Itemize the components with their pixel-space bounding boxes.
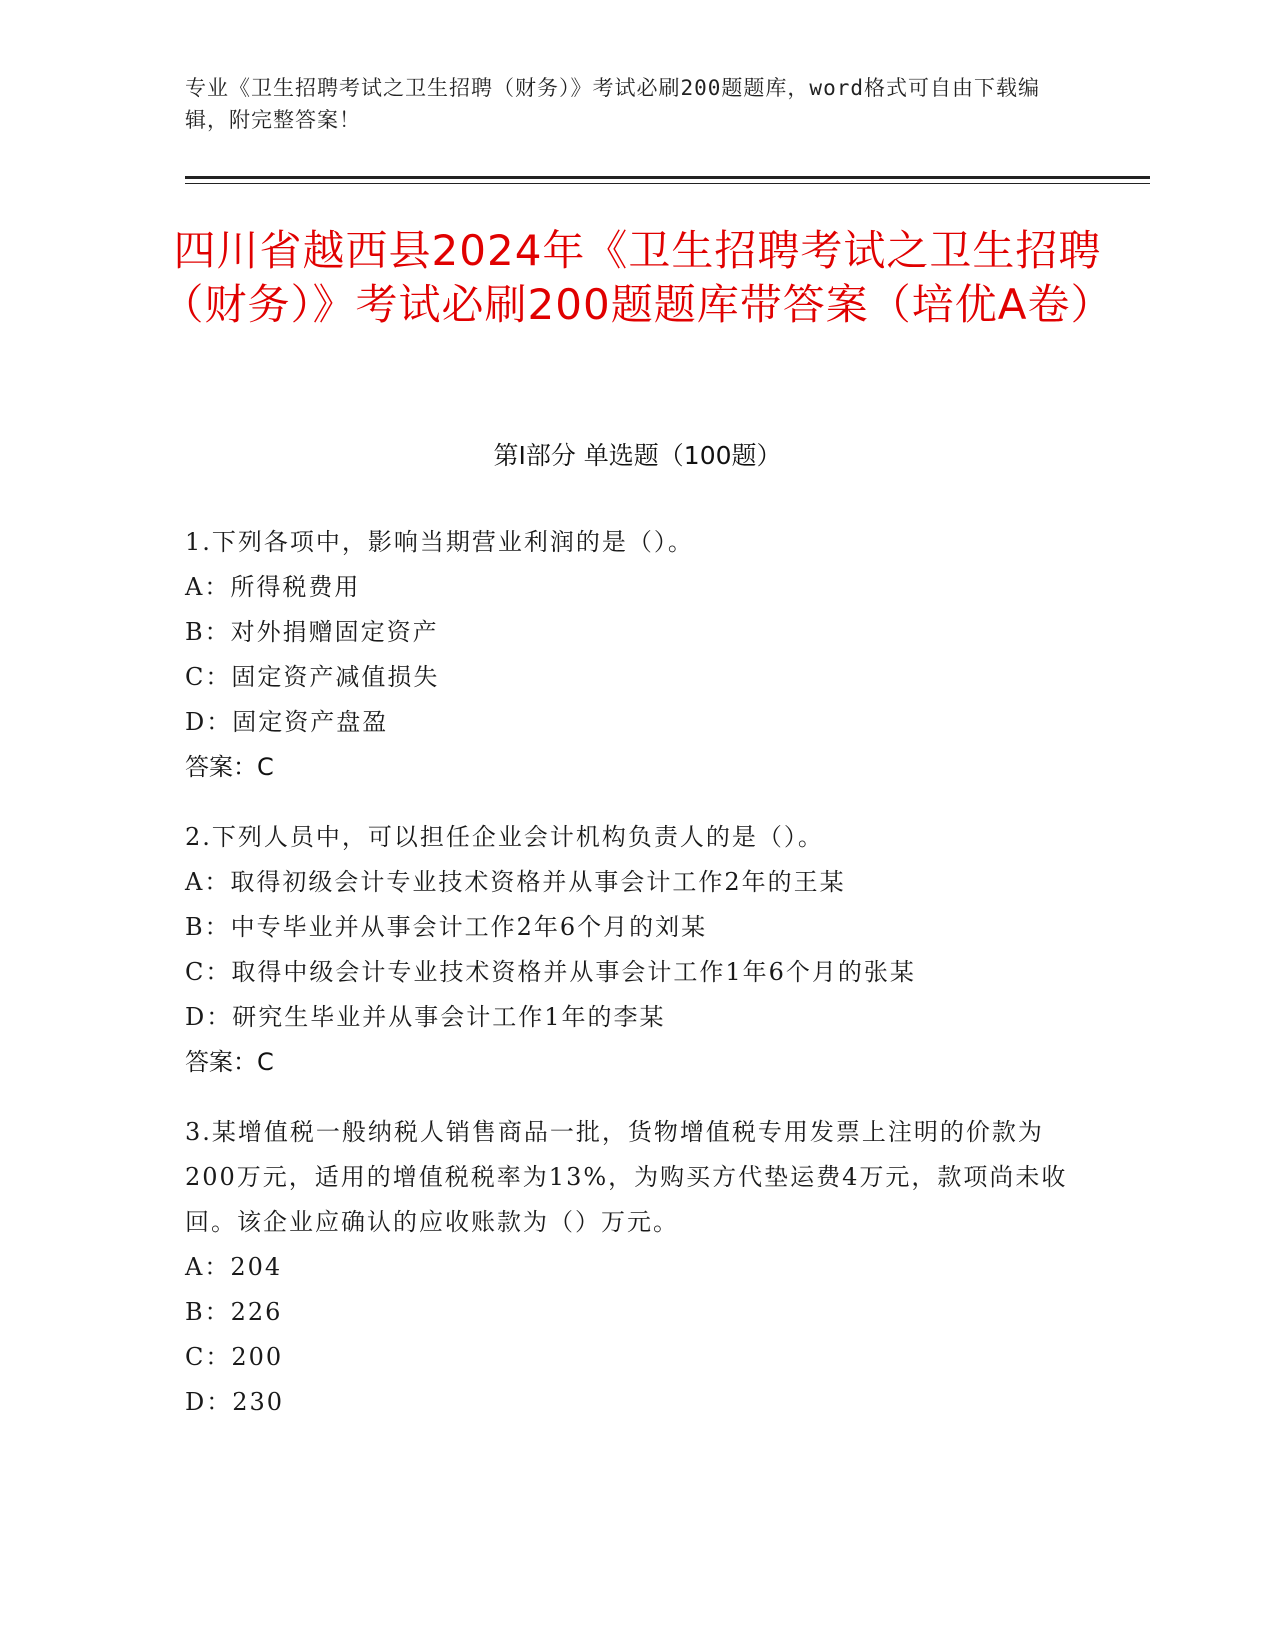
option-c: C：固定资产减值损失: [185, 663, 440, 691]
header-note: 专业《卫生招聘考试之卫生招聘（财务）》考试必刷200题题库，word格式可自由下载编辑，附完整答案！: [185, 76, 1040, 132]
answer-line: 答案：C: [185, 753, 274, 781]
section-title: 第Ⅰ部分 单选题（100题）: [493, 441, 782, 470]
option-b: B：中专毕业并从事会计工作2年6个月的刘某: [185, 913, 708, 941]
option-a: A：取得初级会计专业技术资格并从事会计工作2年的王某: [185, 868, 846, 896]
option-d: D：研究生毕业并从事会计工作1年的李某: [185, 1003, 666, 1031]
option-a: A：所得税费用: [185, 573, 361, 601]
header-divider-thick: [185, 176, 1150, 179]
header-divider-thin: [185, 183, 1150, 184]
option-c: C：取得中级会计专业技术资格并从事会计工作1年6个月的张某: [185, 958, 916, 986]
option-d: D：230: [185, 1388, 285, 1416]
option-c: C：200: [185, 1343, 284, 1371]
question-2: [185, 815, 1085, 1085]
document-title: 四川省越西县2024年《卫生招聘考试之卫生招聘（财务）》考试必刷200题题库带答案（培优A卷）: [161, 226, 1114, 329]
option-a: A：204: [185, 1253, 283, 1281]
question-stem: 2.下列人员中，可以担任企业会计机构负责人的是（）。: [185, 823, 824, 851]
option-b: B：226: [185, 1298, 283, 1326]
question-stem: 3.某增值税一般纳税人销售商品一批，货物增值税专用发票上注明的价款为200万元，适用的增值税税率为13%，为购买方代垫运费4万元，款项尚未收回。该企业应确认的应收账款为（）万元。: [185, 1118, 1068, 1236]
question-1: [185, 520, 1085, 790]
option-d: D：固定资产盘盈: [185, 708, 389, 736]
question-list: [185, 520, 1085, 1450]
question-3: [185, 1110, 1085, 1425]
answer-line: 答案：C: [185, 1048, 274, 1076]
option-b: B：对外捐赠固定资产: [185, 618, 439, 646]
question-stem: 1.下列各项中，影响当期营业利润的是（）。: [185, 528, 694, 556]
